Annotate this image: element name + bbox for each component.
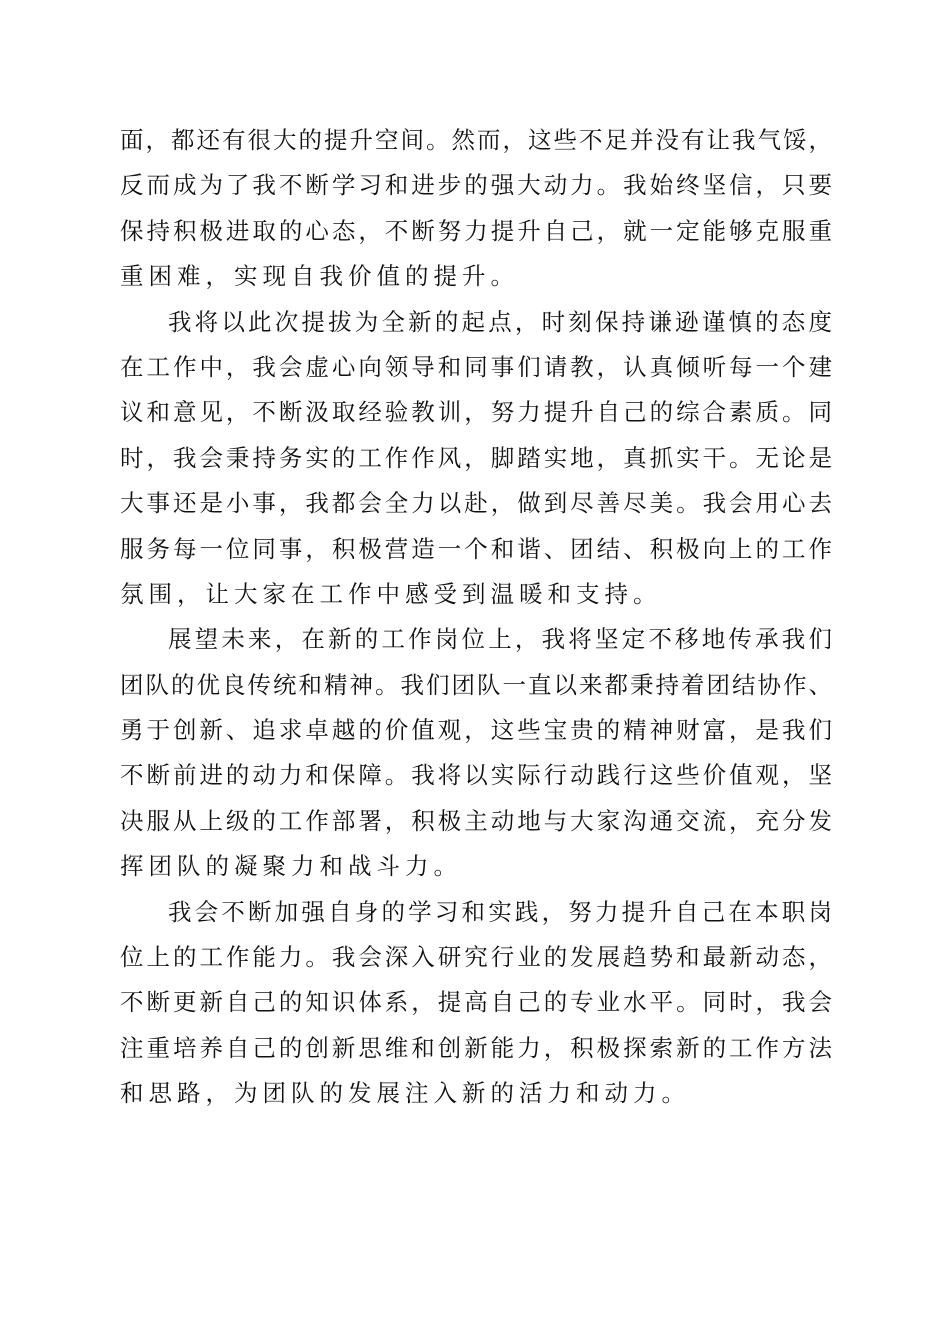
paragraph-line: 不断更新自己的知识体系，提高自己的专业水平。同时，我会 xyxy=(120,988,832,1017)
paragraph-line: 决服从上级的工作部署，积极主动地与大家沟通交流，充分发 xyxy=(120,806,832,835)
paragraph-line: 勇于创新、追求卓越的价值观，这些宝贵的精神财富，是我们 xyxy=(120,716,832,745)
paragraph-line: 挥团队的凝聚力和战斗力。 xyxy=(120,852,462,881)
paragraph-line: 服务每一位同事，积极营造一个和谐、团结、积极向上的工作 xyxy=(120,534,832,563)
paragraph-line: 团队的优良传统和精神。我们团队一直以来都秉持着团结协作、 xyxy=(120,670,832,699)
paragraph-line: 大事还是小事，我都会全力以赴，做到尽善尽美。我会用心去 xyxy=(120,489,832,518)
paragraph-line: 展望未来，在新的工作岗位上，我将坚定不移地传承我们 xyxy=(168,625,832,654)
paragraph-line: 我会不断加强自身的学习和实践，努力提升自己在本职岗 xyxy=(168,897,832,926)
paragraph-line: 面，都还有很大的提升空间。然而，这些不足并没有让我气馁， xyxy=(120,126,832,154)
document-page xyxy=(120,118,832,1117)
paragraph-line: 时，我会秉持务实的工作作风，脚踏实地，真抓实干。无论是 xyxy=(120,443,832,472)
paragraph-line: 不断前进的动力和保障。我将以实际行动践行这些价值观，坚 xyxy=(120,761,832,790)
paragraph-line: 反而成为了我不断学习和进步的强大动力。我始终坚信，只要 xyxy=(120,171,832,200)
paragraph-line: 保持积极进取的心态，不断努力提升自己，就一定能够克服重 xyxy=(120,216,832,245)
paragraph-line: 我将以此次提拔为全新的起点，时刻保持谦逊谨慎的态度 xyxy=(168,307,832,336)
paragraph-line: 议和意见，不断汲取经验教训，努力提升自己的综合素质。同 xyxy=(120,398,832,427)
paragraph-line: 重困难，实现自我价值的提升。 xyxy=(120,262,519,291)
paragraph-line: 位上的工作能力。我会深入研究行业的发展趋势和最新动态， xyxy=(120,943,832,972)
paragraph-line: 注重培养自己的创新思维和创新能力，积极探索新的工作方法 xyxy=(120,1033,832,1062)
paragraph-line: 和思路，为团队的发展注入新的活力和动力。 xyxy=(120,1079,690,1108)
paragraph-line: 在工作中，我会虚心向领导和同事们请教，认真倾听每一个建 xyxy=(120,352,832,381)
paragraph-line: 氛围，让大家在工作中感受到温暖和支持。 xyxy=(120,579,662,608)
